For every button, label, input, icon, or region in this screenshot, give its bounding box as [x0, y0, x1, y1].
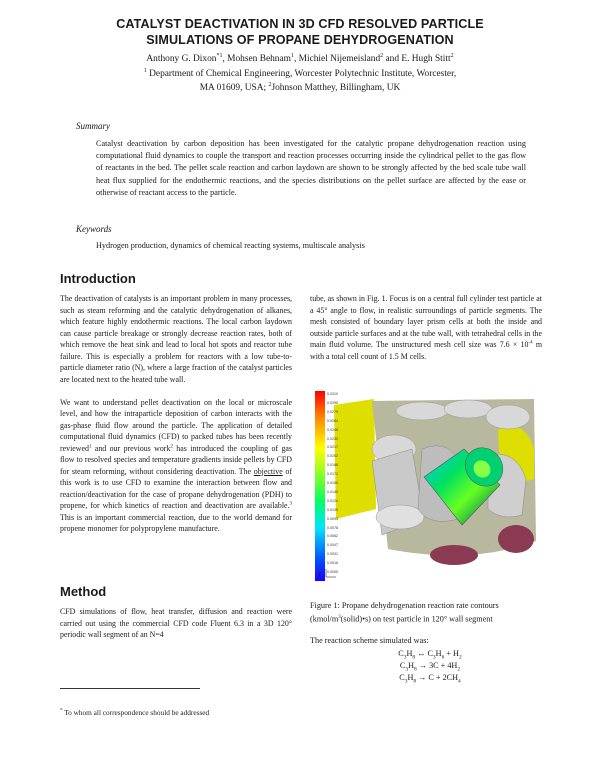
introduction-heading: Introduction — [60, 271, 136, 286]
summary-text: Catalyst deactivation by carbon deposition has been investigated for the catalytic propane dehydrogenation reaction using computational fluid dynamics to couple the transport and reaction processes occurring inside the cylindrical pellet to the gas flow of reactants in the bed. The pellet scale reaction and carbon laydown are shown to be strongly affected by the bed scale tube wall heat flux supplied for the endothermic reactions, and the species distributions on the pellet surface are affected by the ease or otherwise of reactant access to the particle. — [96, 139, 526, 197]
equation-1: $C_3H_8$ ↔ $C_3H_6 + H_2$ — [398, 649, 462, 661]
method-heading: Method — [60, 584, 107, 599]
colorbar-tick-label: 0.0109 — [327, 507, 338, 512]
colorbar-tick-label: 0.0078 — [327, 525, 338, 530]
colorbar-tick-label: 0.0155 — [327, 481, 338, 485]
colorbar-tick-label: 0.0186 — [327, 463, 338, 468]
title-line-2: SIMULATIONS OF PROPANE DEHYDROGENATION — [146, 33, 454, 47]
keywords-heading: Keywords — [76, 224, 112, 234]
end-cap-3 — [486, 405, 530, 429]
colorbar-tick-label: 0.0264 — [327, 418, 338, 423]
colorbar-tick-label: 0.0016 — [327, 561, 338, 566]
objective-underline: objective — [253, 466, 283, 476]
end-cap-5 — [376, 505, 424, 529]
colorbar-tick-label: 0.0031 — [327, 552, 338, 557]
particle-segment-bottom — [430, 545, 478, 565]
author-block — [40, 51, 560, 95]
scheme-intro: The reaction scheme simulated was: — [310, 636, 429, 645]
method-text: CFD simulations of flow, heat transfer, diffusion and reaction were carried out using the commercial CFD code Fluent 6.3 in a 3D 120° periodic wall segment of an N=4 — [60, 607, 292, 639]
intro-paragraph-2: We want to understand pellet deactivation on the local or microscale level, and how the intraparticle deposition of carbon interacts with the gas-phase fluid flow around the particle. The application of detailed computational fluid dynamics (CFD) to packed tubes has been recently reviewed$^1$ and our previous work$^2$ has introduced the coupling of gas flow to resolved species and temperature gradients inside pellets by CFD for steam reforming, without considering deactivation. The objective of this work is to use CFD to examine the interaction between flow and reaction/deactivation for the case of propane dehydrogenation (PDH) to propene, for which kinetics of reaction and deactivation are available.$^3$ This is an important commercial reaction, due to the world demand for propene monomer for polypropylene manufacture. — [60, 397, 292, 533]
colorbar-tick-label: 0.0000 — [327, 570, 338, 574]
figure-1 — [312, 389, 542, 583]
colorbar-tick-label: 0.0233 — [327, 436, 338, 441]
colorbar-tick-label: 0.0248 — [327, 427, 338, 432]
colorbar-tick-label: 0.0140 — [327, 489, 338, 494]
equation-3: $C_3H_8 \to C + 2CH_4$ — [399, 673, 461, 685]
title-line-1: CATALYST DEACTIVATION IN 3D CFD RESOLVED PARTICLE — [116, 17, 484, 31]
figure-caption: Figure 1: Propane dehydrogenation reaction rate contours $(kmol/m^3(solid)•s)$ on test particle in 120° wall segment — [310, 601, 499, 624]
footnote-rule — [60, 688, 200, 689]
footnote: * To whom all correspondence should be addressed — [60, 708, 210, 717]
right-column-text: tube, as shown in Fig. 1. Focus is on a central full cylinder test particle at a 45° angle to flow, in realistic surroundings of particle segments. The mesh consisted of boundary layer prism cells at both the inside and outside particle surfaces and at the tube wall, with tetrahedral cells in the main fluid volume. The unstructured mesh cell size was $7.6 \times 10^{-4}$ m with a total cell count of 1.5 M cells. — [310, 294, 542, 361]
affiliation-line-1: $^1$ Department of Chemical Engineering, Worcester Polytechnic Institute, Worcester, — [143, 67, 457, 79]
colorbar-tick-label: 0.0062 — [327, 534, 338, 539]
colorbar-tick-label: 0.0217 — [327, 445, 338, 450]
colorbar-tick-label: 0.0171 — [327, 472, 338, 477]
summary-heading: Summary — [76, 121, 110, 131]
particle-segment-right — [498, 525, 534, 553]
colorbar — [315, 391, 325, 581]
affiliation-line-2: MA 01609, USA; $^2$Johnson Matthey, Billingham, UK — [199, 82, 401, 94]
colorbar-tick-label: 0.0279 — [327, 409, 338, 414]
intro-paragraph-1: The deactivation of catalysts is an important problem in many processes, such as steam reforming and the catalytic dehydrogenation of alkanes, which feature highly endothermic reactions. The local carbon laydown can cause particle breakage or strongly decrease reaction rates, both of which remove the heat sink and lead to local hot spots and reactor tube failure. This is especially a problem for reactors with a low tube-to-particle diameter ratio (N), where a large fraction of the catalyst particles are located next to the heated tube wall. — [60, 294, 292, 384]
colorbar-tick-label: 0.0093 — [327, 516, 338, 521]
paper-title — [40, 16, 560, 48]
colorbar-tick-label: 0.0295 — [327, 400, 338, 405]
cfd-render-image — [312, 389, 542, 583]
colorbar-tick-label: 0.0124 — [327, 498, 338, 503]
end-cap-1 — [396, 402, 448, 420]
colorbar-tick-label: 0.0047 — [327, 543, 338, 548]
keywords-text: Hydrogen production, dynamics of chemical reacting systems, multiscale analysis — [96, 241, 365, 250]
author-line: Anthony G. Dixon$^{*1}$, Mohsen Behnam$^1$, Michiel Nijemeisland$^2$ and E. Hugh Stitt$^2$ — [146, 53, 454, 65]
equation-2: $C_3H_8 \to 3C + 4H_2$ — [399, 661, 461, 673]
end-cap-2 — [444, 400, 492, 418]
colorbar-tick-label: 0.0202 — [327, 454, 338, 459]
axis-label: Y — [318, 572, 322, 578]
colorbar-tick-label: 0.0310 — [327, 392, 338, 396]
left-column-intro — [60, 293, 292, 535]
periodic-wall-left — [334, 399, 376, 519]
